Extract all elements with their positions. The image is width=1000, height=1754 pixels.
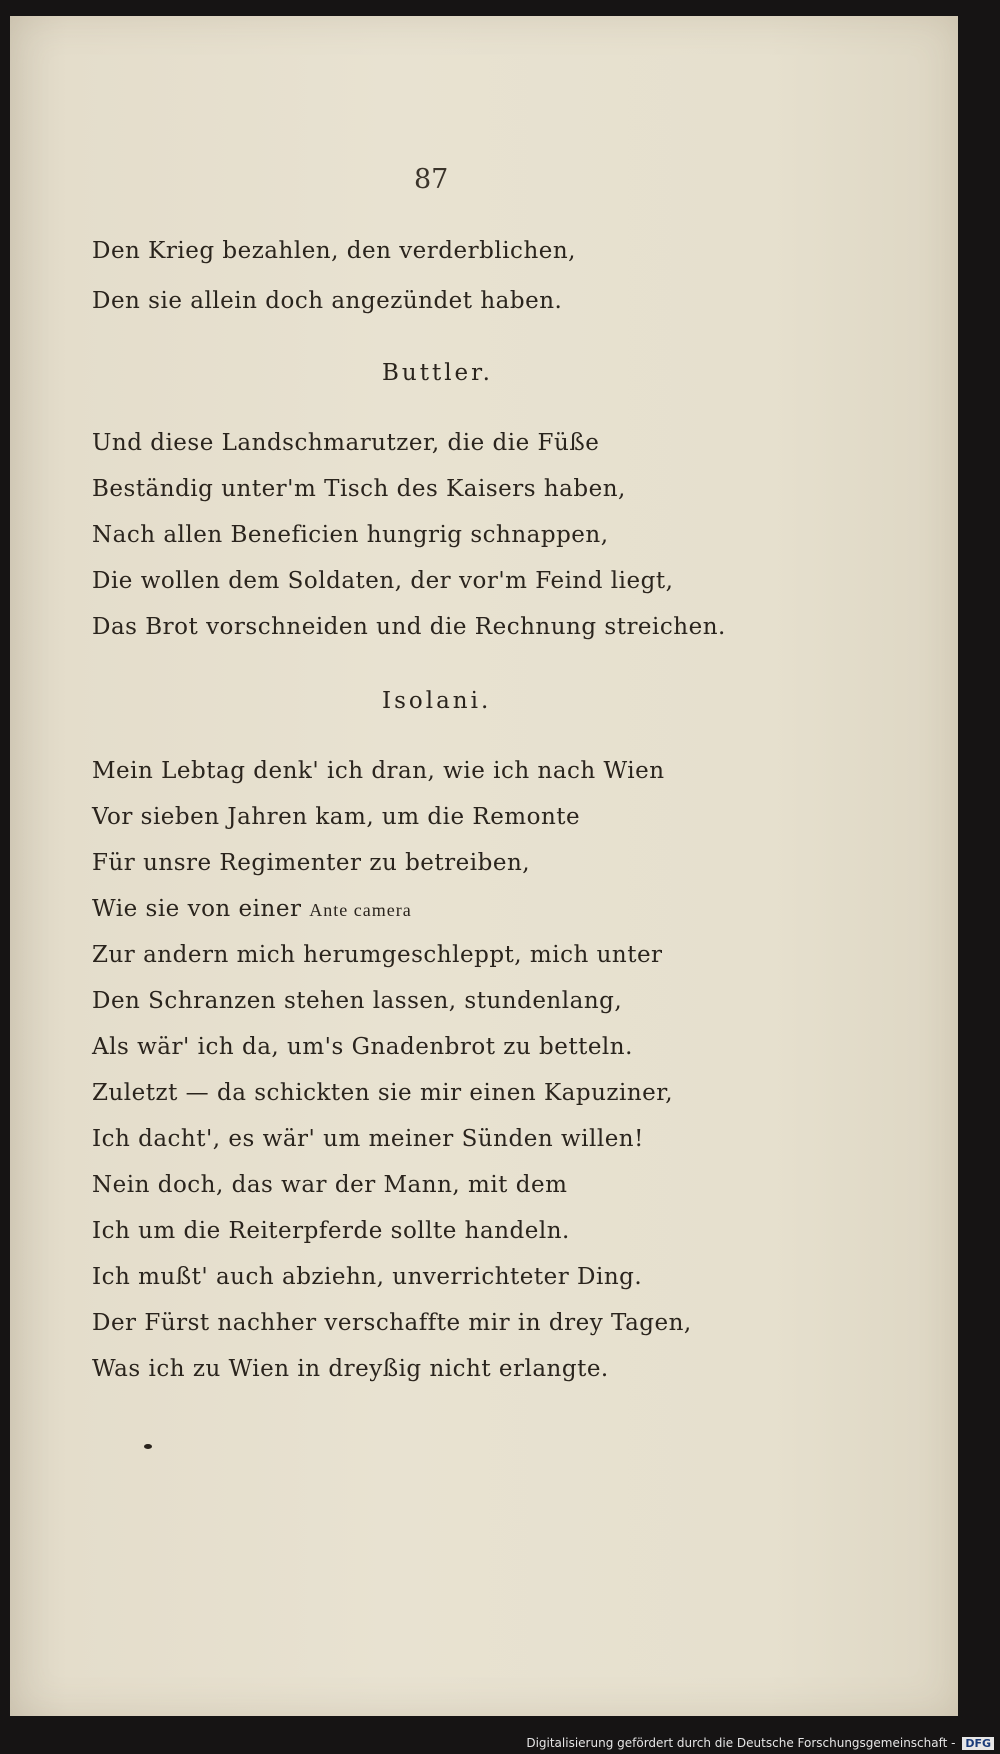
speaker-name-buttler: Buttler. [382,360,493,386]
verse-line: Den sie allein doch angezündet haben. [92,288,563,314]
footer-text: Digitalisierung gefördert durch die Deutsche Forschungsgemeinschaft - [526,1736,956,1750]
verse-line: Als wär' ich da, um's Gnadenbrot zu betteln. [92,1034,633,1060]
ink-speck [144,1444,152,1449]
verse-line: Mein Lebtag denk' ich dran, wie ich nach Wien [92,758,665,784]
verse-line: Der Fürst nachher verschaffte mir in drey Tagen, [92,1310,692,1336]
speaker-name-isolani: Isolani. [382,688,492,714]
digitization-footer [526,1736,994,1750]
verse-line: Den Schranzen stehen lassen, stundenlang, [92,988,623,1014]
verse-line: Die wollen dem Soldaten, der vor'm Feind liegt, [92,568,674,594]
page-number: 87 [414,164,449,195]
verse-line: Ich dacht', es wär' um meiner Sünden willen! [92,1126,644,1152]
verse-line: Und diese Landschmarutzer, die die Füße [92,430,600,456]
verse-line: Ich mußt' auch abziehn, unverrichteter Ding. [92,1264,643,1290]
verse-line: Nein doch, das war der Mann, mit dem [92,1172,568,1198]
verse-line: Vor sieben Jahren kam, um die Remonte [92,804,581,830]
verse-line: Was ich zu Wien in dreyßig nicht erlangte. [92,1356,609,1382]
verse-line: Das Brot vorschneiden und die Rechnung streichen. [92,614,726,640]
verse-line: Beständig unter'm Tisch des Kaisers haben, [92,476,626,502]
verse-line: Für unsre Regimenter zu betreiben, [92,850,531,876]
verse-line: Den Krieg bezahlen, den verderblichen, [92,238,576,264]
verse-line-text: Wie sie von einer [92,896,302,922]
latin-phrase: Ante camera [309,900,412,920]
verse-line [92,896,412,922]
verse-line: Zuletzt — da schickten sie mir einen Kapuziner, [92,1080,674,1106]
verse-line: Ich um die Reiterpferde sollte handeln. [92,1218,570,1244]
verse-line: Zur andern mich herumgeschleppt, mich unter [92,942,663,968]
dfg-logo: DFG [962,1737,994,1750]
verse-line: Nach allen Beneficien hungrig schnappen, [92,522,609,548]
book-page [10,16,958,1716]
